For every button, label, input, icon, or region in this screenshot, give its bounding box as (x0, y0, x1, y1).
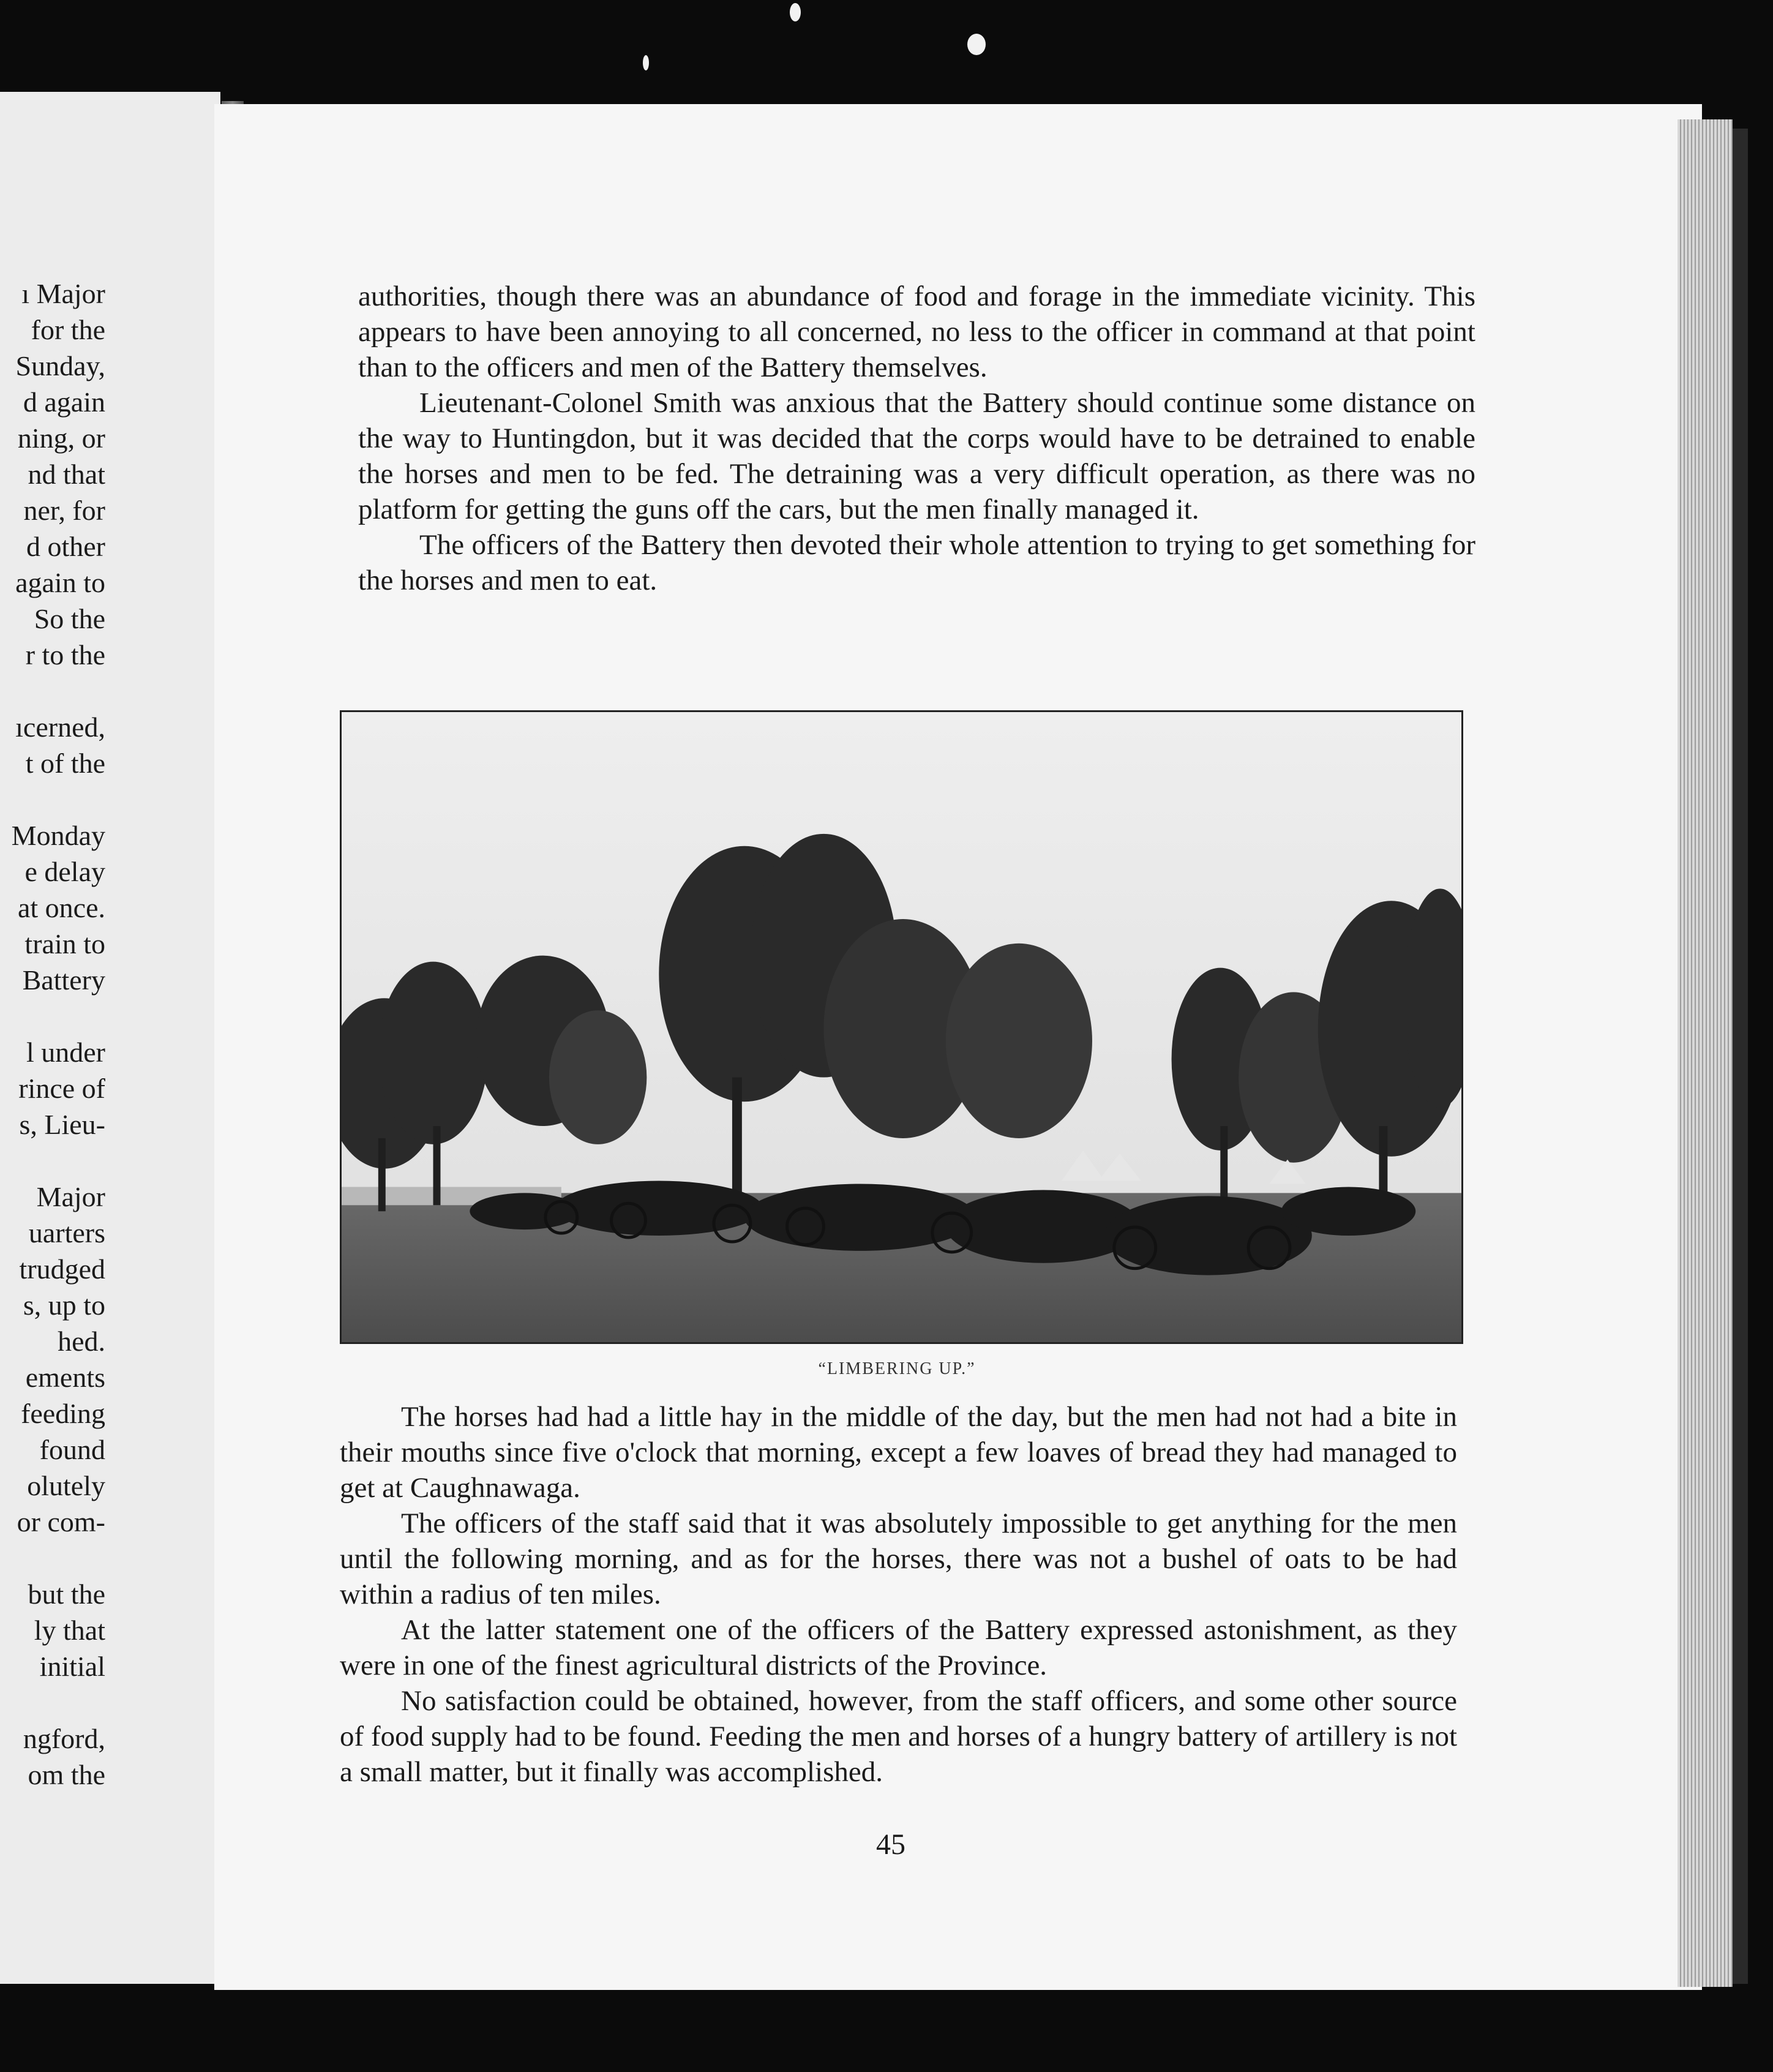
paragraph: The horses had had a little hay in the middle of the day, but the men had not had a bite in their mouths since five o'clock that morning, except a few loaves of bread they had managed to get at Caughnawaga. (340, 1401, 1457, 1504)
paragraph: No satisfaction could be obtained, however, from the staff officers, and some other source of food supply had to be found. Feeding the men and horses of a hungry battery of artillery is not a small matter, but it finally was accomplished. (340, 1685, 1457, 1788)
left-page-line: om the (28, 1759, 105, 1790)
dust-speck (967, 34, 986, 55)
photo-caption: “LIMBERING UP.” (818, 1359, 976, 1378)
left-page-line: Battery (22, 964, 105, 996)
left-page-line: ner, for (23, 495, 105, 526)
book-cover-edge (1733, 129, 1748, 1984)
page-number: 45 (876, 1828, 905, 1861)
left-page (0, 92, 220, 1984)
left-page-line (0, 673, 105, 709)
lower-text-block (340, 1399, 1457, 1790)
left-page-line: uarters (28, 1217, 105, 1248)
photograph-limbering-up (340, 710, 1463, 1344)
left-page-line: s, up to (23, 1289, 105, 1321)
left-page-line: e delay (24, 856, 105, 887)
left-page-line (0, 781, 105, 817)
left-page-line: train to (24, 928, 105, 959)
photograph-image (342, 712, 1461, 1342)
left-page-line: again to (15, 567, 105, 598)
left-page-line: d again (23, 386, 105, 418)
paragraph: The officers of the Battery then devoted their whole attention to trying to get something for the horses and men to eat. (358, 529, 1475, 596)
left-page-line: ı Major (21, 278, 105, 309)
left-page-line: feeding (21, 1398, 105, 1429)
paragraph: The officers of the staff said that it was absolutely impossible to get anything for the men until the following morning, and as for the horses, there was not a bushel of oats to be had within a radius of ten miles. (340, 1507, 1457, 1610)
left-page-line: hed. (58, 1326, 105, 1357)
left-page-text (0, 276, 105, 1793)
left-page-line: rince of (18, 1073, 105, 1104)
left-page-line: ning, or (17, 422, 105, 454)
dust-speck (643, 55, 649, 70)
left-page-line: but the (28, 1578, 105, 1610)
left-page-line: ıcerned, (15, 711, 105, 743)
left-page-line: or com- (17, 1506, 105, 1537)
left-page-line: ngford, (23, 1723, 105, 1754)
left-page-line (0, 1143, 105, 1179)
left-page-line: at once. (17, 892, 105, 923)
left-page-line: nd that (28, 459, 105, 490)
left-page-line: ly that (34, 1615, 105, 1646)
left-page-line: ements (25, 1362, 105, 1393)
left-page-line: Monday (11, 820, 105, 851)
left-page-line: for the (31, 314, 105, 345)
left-page-line: d other (26, 531, 105, 562)
left-page-line (0, 1540, 105, 1576)
left-page-line: l under (26, 1037, 105, 1068)
left-page-line: found (39, 1434, 105, 1465)
paragraph: authorities, though there was an abundance of food and forage in the immediate vicinity. This appears to have been annoying to all concerned, no less to the officer in command at that point than to the officers and men of the Battery themselves. (358, 280, 1475, 383)
left-page-line: Sunday, (15, 350, 105, 381)
left-page-line: So the (34, 603, 105, 634)
left-page-line: initial (39, 1651, 105, 1682)
left-page-line: Major (36, 1181, 105, 1212)
left-page-line: t of the (25, 748, 105, 779)
left-page-line (0, 998, 105, 1034)
left-page-line: s, Lieu- (19, 1109, 105, 1140)
left-page-line: olutely (27, 1470, 105, 1501)
left-page-line (0, 1684, 105, 1721)
paragraph: Lieutenant-Colonel Smith was anxious that the Battery should continue some distance on the way to Huntingdon, but it was decided that the corps would have to be detrained to enable the horses and men to be fed. The detraining was a very difficult operation, as there was no platform for getting the guns off the cars, but the men finally managed it. (358, 387, 1475, 525)
page-edge-stack (1677, 119, 1733, 1987)
paragraph: At the latter statement one of the officers of the Battery expressed astonishment, as they were in one of the finest agricultural districts of the Province. (340, 1614, 1457, 1681)
left-page-line: trudged (19, 1253, 105, 1285)
dust-speck (790, 3, 801, 21)
upper-text-block (358, 279, 1475, 598)
left-page-line: r to the (25, 639, 105, 670)
